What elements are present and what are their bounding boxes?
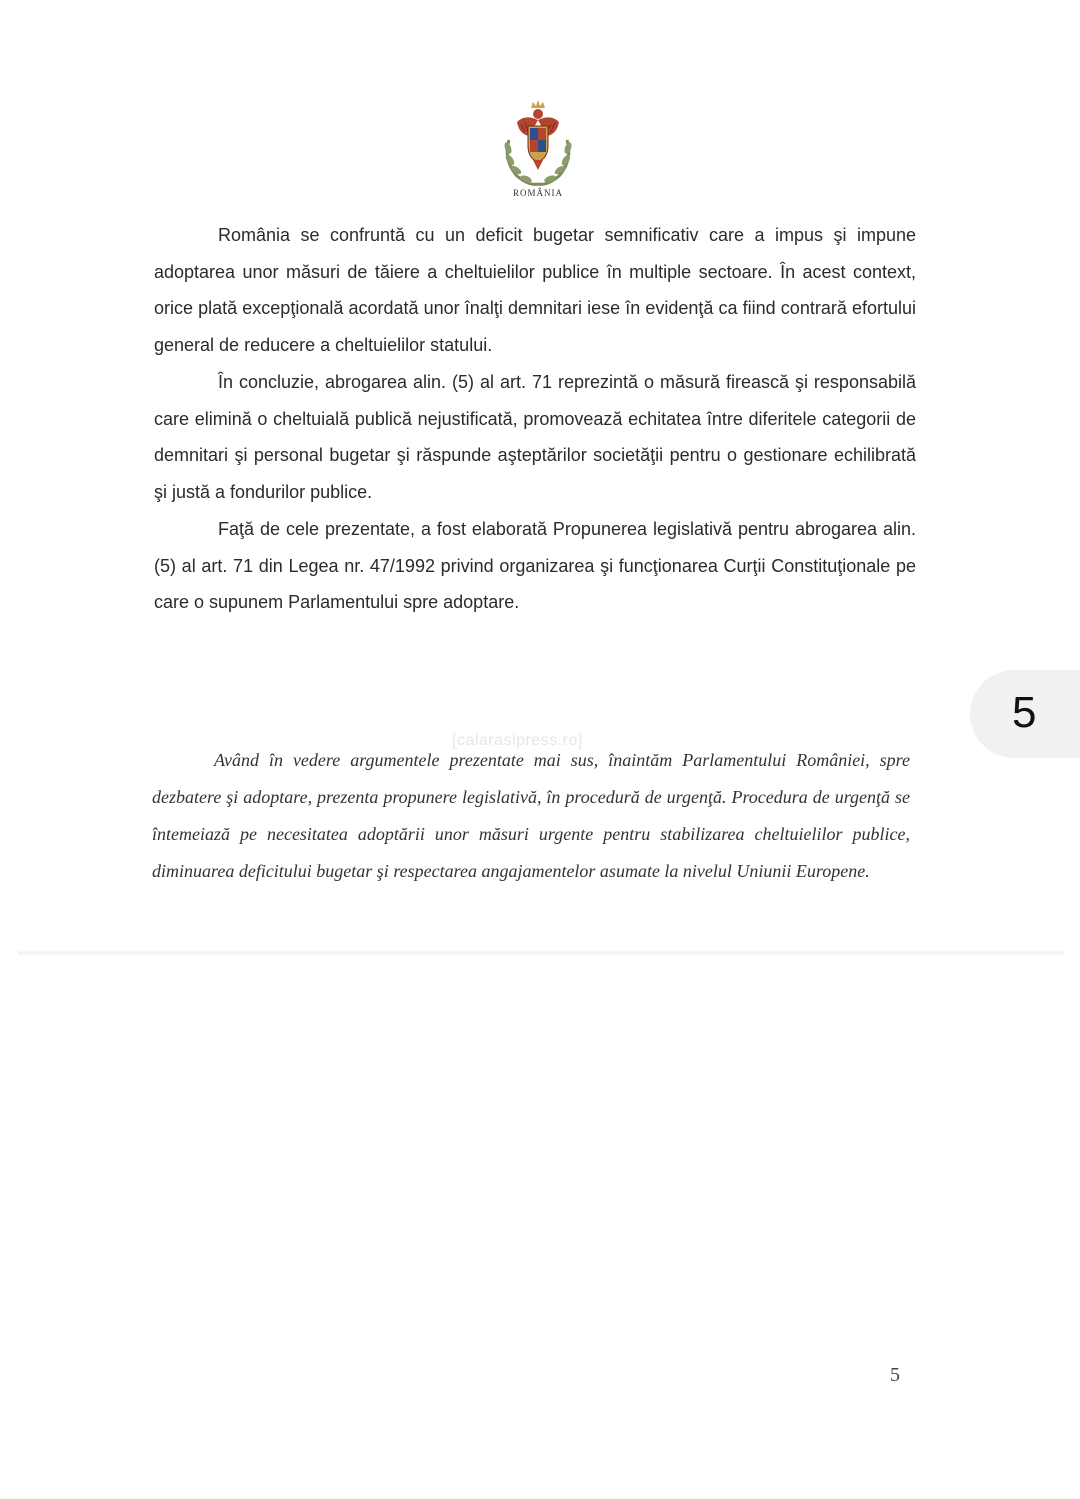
page-number: 5 [890, 1364, 900, 1386]
romania-coat-of-arms [495, 100, 581, 204]
page-indicator-number: 5 [1012, 688, 1037, 737]
paragraph-deficit [154, 217, 916, 363]
paragraph-text: România se confruntă cu un deficit bugetar semnificativ care a impus şi impune adoptarea unor măsuri de tăiere a cheltuielilor publice în multiple sectoare. În acest context, orice plată excepţională acordată unor înalţi demnitari iese în evidenţă ca fiind contrară efortului general de reducere a cheltuielilor statului. [154, 225, 916, 355]
paragraph-text: În concluzie, abrogarea alin. (5) al art. 71 reprezintă o măsură firească şi responsabilă care elimină o cheltuială publică nejustificată, promovează echitatea între diferitele categorii de demnitari şi personal bugetar şi răspunde aşteptărilor societăţii pentru o gestionare echilibrată şi justă a fondurilor publice. [154, 372, 916, 502]
coat-of-arms-icon [495, 100, 581, 188]
paragraph-proposal [154, 511, 916, 621]
urgency-text: Având în vedere argumentele prezentate mai sus, înaintăm Parlamentului României, spre dezbatere şi adoptare, prezenta propunere legislativă, în procedură de urgenţă. Procedura de urgenţă se întemeiază pe necesitatea adoptării unor măsuri urgente pentru stabilizarea cheltuielilor publice, diminuarea deficitului bugetar şi respectarea angajamentelor asumate la nivelul Uniunii Europene. [152, 750, 910, 881]
scan-edge [18, 950, 1064, 956]
paragraph-text: Faţă de cele prezentate, a fost elaborată Propunerea legislativă pentru abrogarea alin. (5) al art. 71 din Legea nr. 47/1992 privind organizarea şi funcţionarea Curţii Constituţionale pe care o supunem Parlamentului spre adoptare. [154, 519, 916, 612]
urgency-paragraph [152, 742, 910, 890]
paragraph-conclusion [154, 364, 916, 510]
watermark: [calarasipress.ro] [452, 732, 583, 749]
emblem-caption: ROMÂNIA [512, 188, 563, 198]
